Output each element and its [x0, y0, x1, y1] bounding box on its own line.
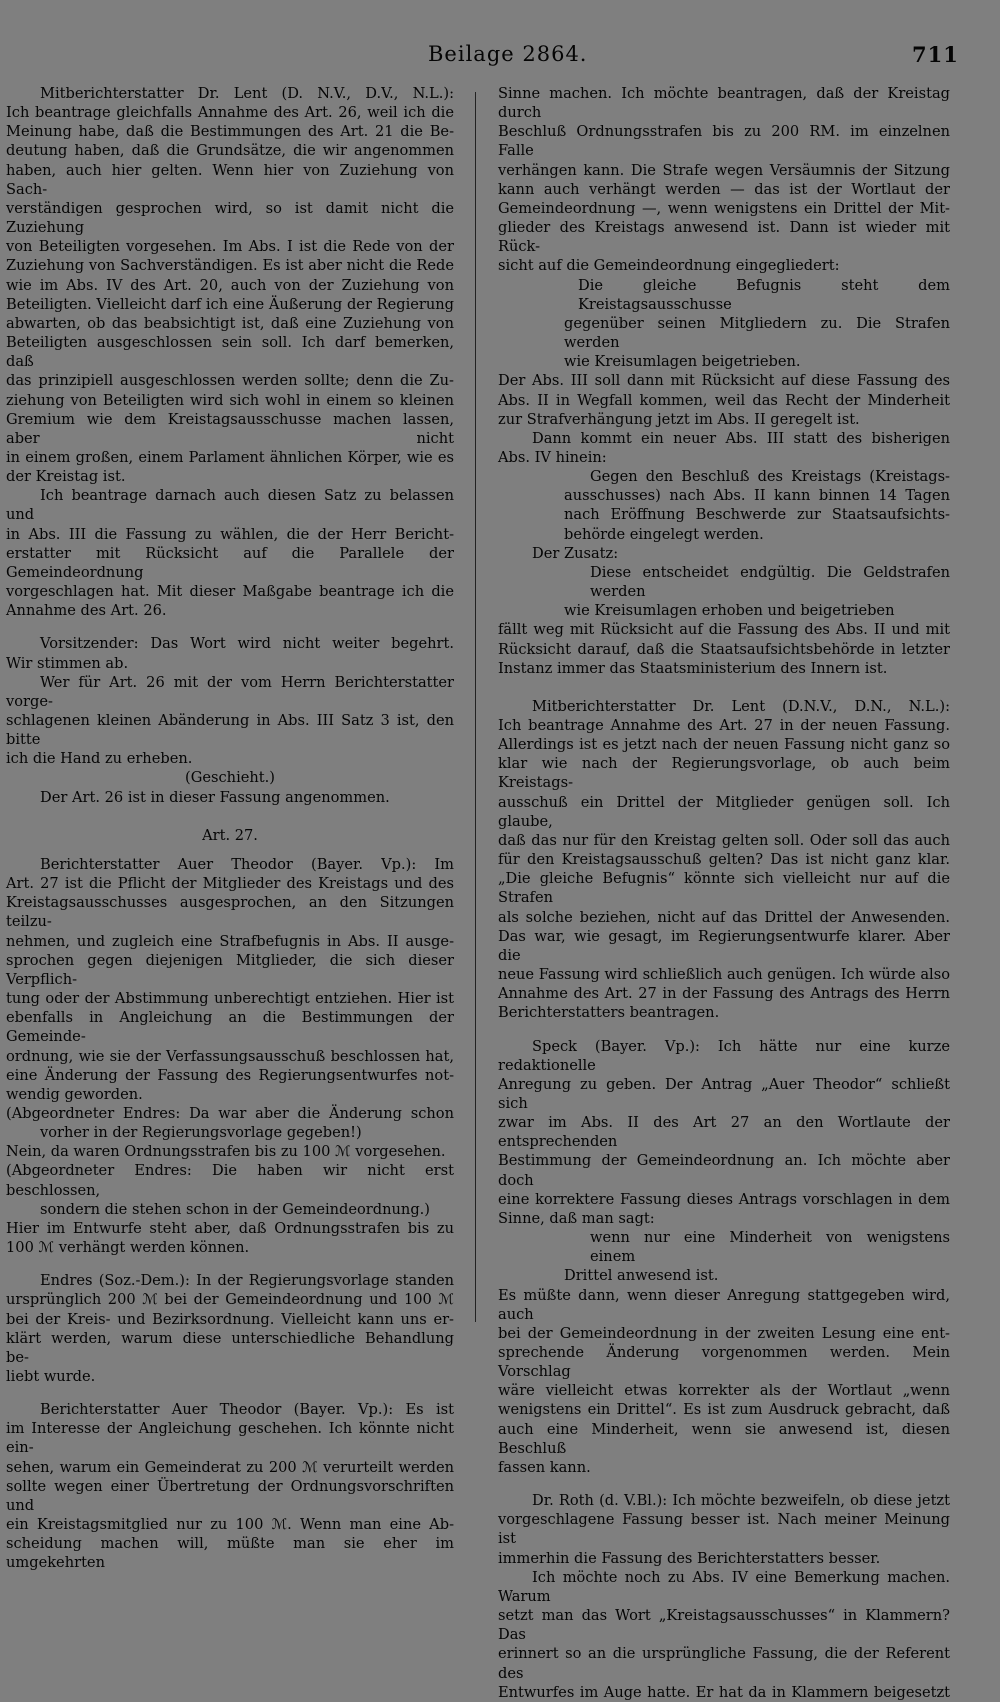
paragraph-auer-answer — [6, 1400, 454, 1572]
text-line: Ich beantrage Annahme des Art. 27 in der neuen Fassung. — [498, 717, 950, 734]
text-line: verständigen gesprochen wird, so ist damit nicht die Zuziehung — [6, 199, 454, 237]
paragraph-roth-cont — [498, 1568, 950, 1702]
paragraph-chair — [6, 634, 454, 672]
left-column — [6, 84, 454, 1573]
text-line: Instanz immer das Staatsministerium des Innern ist. — [498, 659, 888, 677]
text-line: ebenfalls in Angleichung an die Bestimmungen der Gemeinde- — [6, 1009, 454, 1046]
text-line: Kreistagsausschusses ausgesprochen, an den Sitzungen teilzu- — [6, 894, 454, 931]
text-line: liebt wurde. — [6, 1368, 96, 1385]
text-line: Der Abs. III soll dann mit Rücksicht auf diese Fassung des — [498, 372, 950, 390]
stage-direction: (Geschieht.) — [185, 769, 275, 787]
text-line: Dann kommt ein neuer Abs. III statt des bisherigen — [532, 429, 950, 447]
text-line: Meinung habe, daß die Bestimmungen des Art. 21 die Be- — [6, 123, 454, 141]
text-line: Berichterstatters beantragen. — [498, 1004, 720, 1022]
text-line: zur Strafverhängung jetzt im Abs. II geregelt ist. — [498, 410, 860, 428]
text-line: (Abgeordneter Endres: Die haben wir nicht erst beschlossen, — [6, 1162, 454, 1199]
text-line: sprechende Änderung vorgenommen werden. Mein Vorschlag — [498, 1344, 950, 1381]
text-line: nehmen, und zugleich eine Strafbefugnis in Abs. II ausge- — [6, 932, 454, 950]
paragraph-lent-motion — [6, 486, 454, 620]
interjection-endres-2 — [6, 1161, 454, 1218]
text-line: daß das nur für den Kreistag gelten soll. Oder soll das auch — [498, 831, 950, 849]
text-line: Die gleiche Befugnis steht dem Kreistagsausschusse — [578, 276, 950, 313]
text-line: wenigstens ein Drittel“. Es ist zum Ausdruck gebracht, daß — [498, 1401, 950, 1419]
text-line: Wer für Art. 26 mit der vom Herrn Berichterstatter vorge- — [6, 673, 454, 710]
paragraph-abs3 — [498, 371, 950, 428]
text-line: Gegen den Beschluß des Kreistags (Kreistags- — [590, 468, 950, 486]
text-line: Drittel anwesend ist. — [564, 1267, 719, 1285]
text-line: Vorsitzender: Das Wort wird nicht weiter begehrt. — [40, 635, 454, 653]
text-line: zwar im Abs. II des Art 27 an den Wortlaute der entsprechenden — [498, 1114, 950, 1151]
text-line: Annahme des Art. 27 in der Fassung des Antrags des Herrn — [498, 985, 950, 1003]
paragraph-speck-cont — [498, 1286, 950, 1478]
text-line: ein Kreistagsmitglied nur zu 100 ℳ. Wenn man eine Ab- — [6, 1516, 454, 1534]
text-line: Diese entscheidet endgültig. Die Geldstrafen werden — [590, 563, 950, 601]
text-line: Nein, da waren Ordnungsstrafen bis zu 100 ℳ vorgesehen. — [6, 1143, 446, 1161]
text-line: Berichterstatter Auer Theodor (Bayer. Vp.): Es ist — [40, 1401, 454, 1419]
text-line: ausschusses) nach Abs. II kann binnen 14 Tagen — [564, 487, 950, 505]
paragraph-auer-art27 — [6, 855, 454, 1104]
text-line: eine Änderung der Fassung des Regierungsentwurfes not- — [6, 1066, 454, 1084]
paragraph-auer-reply — [6, 1219, 454, 1257]
text-line: sicht auf die Gemeindeordnung eingegliedert: — [498, 257, 840, 275]
text-line: Es müßte dann, wenn dieser Anregung stattgegeben wird, auch — [498, 1286, 950, 1323]
text-line: Art. 27 ist die Pflicht der Mitglieder des Kreistags und des — [6, 875, 454, 893]
text-line: haben, auch hier gelten. Wenn hier von Zuziehung von Sach- — [6, 161, 454, 198]
text-line: Beschluß Ordnungsstrafen bis zu 200 RM. im einzelnen Falle — [498, 123, 950, 160]
column-divider — [475, 92, 476, 1322]
text-line: glieder des Kreistags anwesend ist. Dann ist wieder mit Rück- — [498, 219, 950, 256]
text-line: fassen kann. — [498, 1458, 591, 1476]
text-line: Ich beantrage gleichfalls Annahme des Art. 26, weil ich die — [6, 104, 454, 122]
text-line: abwarten, ob das beabsichtigt ist, daß eine Zuziehung von — [6, 314, 454, 332]
text-line: Zuziehung von Sachverständigen. Es ist aber nicht die Rede — [6, 257, 454, 275]
text-line: Abs. II in Wegfall kommen, weil das Recht der Minderheit — [498, 391, 950, 409]
text-line: 100 ℳ verhängt werden können. — [6, 1239, 250, 1257]
text-line: sollte wegen einer Übertretung der Ordnungsvorschriften und — [6, 1477, 454, 1514]
page-number: 711 — [912, 42, 959, 67]
text-line: ich die Hand zu erheben. — [6, 750, 193, 768]
text-line: Gemeindeordnung —, wenn wenigstens ein Drittel der Mit- — [498, 199, 950, 217]
quote-3 — [498, 563, 950, 620]
text-line: vorher in der Regierungsvorlage gegeben!) — [40, 1124, 362, 1142]
text-line: Mitberichterstatter Dr. Lent (D. N.V., D.V., N.L.): — [40, 85, 454, 102]
text-line: Beteiligten. Vielleicht darf ich eine Äußerung der Regierung — [6, 295, 454, 313]
text-line: klar wie nach der Regierungsvorlage, ob auch beim Kreistags- — [498, 755, 950, 792]
text-line: ausschuß ein Drittel der Mitglieder genügen soll. Ich glaube, — [498, 793, 950, 830]
text-line: behörde eingelegt werden. — [564, 525, 764, 543]
text-line: verhängen kann. Die Strafe wegen Versäumnis der Sitzung — [498, 161, 950, 179]
text-line: Das war, wie gesagt, im Regierungsentwurfe klarer. Aber die — [498, 927, 950, 964]
text-line: wenn nur eine Minderheit von wenigstens einem — [590, 1229, 950, 1266]
text-line: Der Zusatz: — [532, 544, 619, 562]
page-header — [0, 40, 1000, 74]
text-line: ordnung, wie sie der Verfassungsausschuß beschlossen hat, — [6, 1047, 454, 1065]
paragraph-new-abs3 — [498, 429, 950, 467]
article-heading: Art. 27. — [202, 826, 258, 844]
text-line: Speck (Bayer. Vp.): Ich hätte nur eine kurze redaktionelle — [498, 1037, 950, 1074]
text-line: schlagenen kleinen Abänderung in Abs. III Satz 3 ist, den bitte — [6, 712, 454, 749]
text-line: Endres (Soz.-Dem.): In der Regierungsvorlage standen — [40, 1272, 454, 1290]
text-line: Rücksicht darauf, daß die Staatsaufsichtsbehörde in letzter — [498, 640, 950, 658]
paragraph-speck — [498, 1037, 950, 1229]
text-line: wie im Abs. IV des Art. 20, auch von der Zuziehung von — [6, 276, 454, 294]
text-line: Allerdings ist es jetzt nach der neuen Fassung nicht ganz so — [498, 736, 950, 754]
text-line: kann auch verhängt werden — das ist der Wortlaut der — [498, 180, 950, 198]
text-line: setzt man das Wort „Kreistagsausschusses“ in Klammern? Das — [498, 1607, 950, 1644]
text-line: Sinne machen. Ich möchte beantragen, daß der Kreistag durch — [498, 85, 950, 122]
text-line: sprochen gegen diejenigen Mitglieder, die sich dieser Verpflich- — [6, 951, 454, 988]
text-line: Ich möchte noch zu Abs. IV eine Bemerkung machen. Warum — [498, 1568, 950, 1605]
text-line: Berichterstatter Auer Theodor (Bayer. Vp.): Im — [40, 855, 454, 873]
text-line: immerhin die Fassung des Berichterstatters besser. — [498, 1549, 881, 1567]
text-line: wäre vielleicht etwas korrekter als der Wortlaut „wenn — [498, 1382, 950, 1400]
text-line: Entwurfes im Auge hatte. Er hat da in Klammern beigesetzt — [498, 1683, 950, 1701]
text-line: ursprünglich 200 ℳ bei der Gemeindeordnung und 100 ℳ — [6, 1291, 454, 1309]
text-line: scheidung machen will, müßte man sie eher im umgekehrten — [6, 1535, 454, 1572]
text-line: für den Kreistagsausschuß gelten? Das ist nicht ganz klar. — [498, 851, 950, 869]
text-line: „Die gleiche Befugnis“ könnte sich vielleicht nur auf die Strafen — [498, 870, 950, 907]
text-line: sondern die stehen schon in der Gemeindeordnung.) — [40, 1200, 430, 1218]
paragraph-auer-cont — [498, 84, 950, 276]
paragraph-vote — [6, 673, 454, 769]
text-line: fällt weg mit Rücksicht auf die Fassung des Abs. II und mit — [498, 621, 950, 639]
text-line: Dr. Roth (d. V.Bl.): Ich möchte bezweifeln, ob diese jetzt — [532, 1492, 950, 1510]
paragraph-lent-art27 — [498, 697, 950, 1023]
interjection-endres-1 — [6, 1104, 454, 1142]
text-line: Der Art. 26 ist in dieser Fassung angenommen. — [40, 788, 390, 806]
text-line: bei der Gemeindeordnung in der zweiten Lesung eine ent- — [498, 1324, 950, 1342]
text-line: klärt werden, warum diese unterschiedliche Behandlung be- — [6, 1329, 454, 1366]
text-line: Sinne, daß man sagt: — [498, 1209, 655, 1227]
text-line: sehen, warum ein Gemeinderat zu 200 ℳ verurteilt werden — [6, 1458, 454, 1476]
text-line: deutung haben, daß die Grundsätze, die wir angenommen — [6, 142, 454, 160]
text-line: vorgeschlagene Fassung besser ist. Nach meiner Meinung ist — [498, 1511, 950, 1548]
text-line: neue Fassung wird schließlich auch genügen. Ich würde also — [498, 966, 950, 984]
text-line: wie Kreisumlagen erhoben und beigetrieben — [564, 602, 895, 620]
text-line: von Beteiligten vorgesehen. Im Abs. I ist die Rede von der — [6, 238, 454, 256]
text-line: Hier im Entwurfe steht aber, daß Ordnungsstrafen bis zu — [6, 1219, 454, 1237]
text-line: vorgeschlagen hat. Mit dieser Maßgabe beantrage ich die — [6, 583, 454, 601]
text-line: Wir stimmen ab. — [6, 654, 129, 672]
quote-4 — [498, 1228, 950, 1285]
text-line: bei der Kreis- und Bezirksordnung. Vielleicht kann uns er- — [6, 1310, 454, 1328]
text-line: der Kreistag ist. — [6, 468, 126, 486]
text-line: ziehung von Beteiligten wird sich wohl in einem so kleinen — [6, 391, 454, 409]
text-line: (Abgeordneter Endres: Da war aber die Änderung schon — [6, 1104, 454, 1122]
text-line: Mitberichterstatter Dr. Lent (D.N.V., D.N., N.L.): — [532, 697, 950, 715]
text-line: Beteiligten ausgeschlossen sein soll. Ich darf bemerken, daß — [6, 334, 454, 371]
text-line: im Interesse der Angleichung geschehen. Ich könnte nicht ein- — [6, 1420, 454, 1457]
text-line: nach Eröffnung Beschwerde zur Staatsaufsichts- — [564, 506, 950, 524]
text-line: erstatter mit Rücksicht auf die Parallele der Gemeindeordnung — [6, 544, 454, 581]
text-line: eine korrektere Fassung dieses Antrags vorschlagen in dem — [498, 1190, 950, 1208]
text-line: als solche beziehen, nicht auf das Drittel der Anwesenden. — [498, 908, 950, 926]
text-line: auch eine Minderheit, wenn sie anwesend ist, diesen Beschluß — [498, 1420, 950, 1457]
text-line: Gremium wie dem Kreistagsausschusse machen lassen, aber nicht — [6, 410, 454, 447]
paragraph-roth — [498, 1491, 950, 1568]
quote-2 — [498, 467, 950, 544]
text-line: Annahme des Art. 26. — [6, 602, 167, 620]
paragraph-zusatz — [498, 620, 950, 677]
text-line: Anregung zu geben. Der Antrag „Auer Theodor“ schließt sich — [498, 1075, 950, 1112]
paragraph-lent-art26 — [6, 84, 454, 486]
text-line: Bestimmung der Gemeindeordnung an. Ich möchte aber doch — [498, 1152, 950, 1189]
paragraph-endres — [6, 1271, 454, 1386]
quote-1 — [498, 276, 950, 372]
text-line: Ich beantrage darnach auch diesen Satz zu belassen und — [6, 487, 454, 524]
text-line: in einem großen, einem Parlament ähnlichen Körper, wie es — [6, 448, 454, 466]
text-line: wie Kreisumlagen beigetrieben. — [564, 353, 801, 371]
text-line: tung oder der Abstimmung unberechtigt entziehen. Hier ist — [6, 990, 454, 1008]
text-line: das prinzipiell ausgeschlossen werden sollte; denn die Zu- — [6, 372, 454, 390]
text-line: Abs. IV hinein: — [498, 448, 607, 466]
text-line: erinnert so an die ursprüngliche Fassung, die der Referent des — [498, 1645, 950, 1682]
text-line: wendig geworden. — [6, 1085, 143, 1103]
header-title: Beilage 2864. — [428, 42, 588, 66]
text-line: in Abs. III die Fassung zu wählen, die der Herr Bericht- — [6, 525, 454, 543]
text-line: gegenüber seinen Mitgliedern zu. Die Strafen werden — [564, 314, 950, 352]
right-column — [498, 84, 950, 1702]
